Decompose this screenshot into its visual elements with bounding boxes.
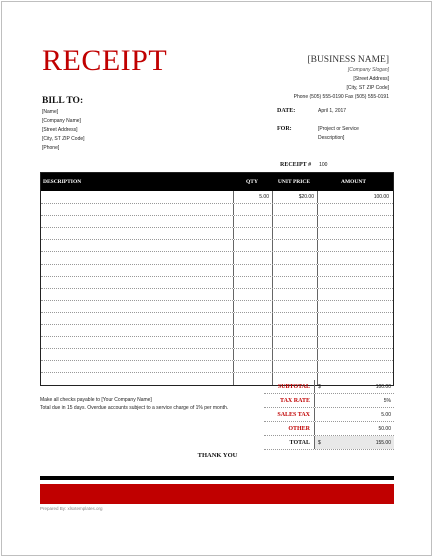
header-unit-price: UNIT PRICE <box>277 179 311 185</box>
other-value[interactable]: 50.00 <box>378 425 391 432</box>
row-description-cell[interactable] <box>41 228 234 239</box>
row-description-cell[interactable] <box>41 337 234 348</box>
table-row <box>41 251 393 263</box>
row-amount-cell[interactable] <box>318 277 393 288</box>
bill-to-name: [Name] <box>42 109 59 115</box>
row-amount-cell[interactable]: 100.00 <box>373 194 389 201</box>
footer-black-bar <box>40 476 394 480</box>
table-row <box>41 215 393 227</box>
tax-rate-value[interactable]: 5% <box>383 397 391 404</box>
business-name: [BUSINESS NAME] <box>307 55 389 65</box>
for-value <box>318 125 359 143</box>
total-currency: $ <box>318 439 321 446</box>
table-row <box>41 191 393 203</box>
table-row <box>41 239 393 251</box>
row-unit-price-cell[interactable] <box>273 313 318 324</box>
total-value[interactable]: 155.00 <box>375 439 391 446</box>
row-amount-cell[interactable] <box>318 361 393 372</box>
row-qty-cell[interactable] <box>234 240 273 251</box>
table-body <box>41 191 393 385</box>
subtotal-currency: $ <box>318 383 321 390</box>
table-row <box>41 324 393 336</box>
header-amount: AMOUNT <box>340 179 367 185</box>
row-unit-price-cell[interactable] <box>273 204 318 215</box>
row-description-cell[interactable] <box>41 361 234 372</box>
sales-tax-label: SALES TAX <box>277 411 310 418</box>
row-description-cell[interactable] <box>41 240 234 251</box>
row-amount-cell[interactable] <box>318 216 393 227</box>
payment-notes <box>40 396 240 412</box>
row-qty-cell[interactable] <box>234 337 273 348</box>
table-row <box>41 300 393 312</box>
row-unit-price-cell[interactable] <box>273 216 318 227</box>
footer-red-bar <box>40 484 394 504</box>
date-value: April 1, 2017 <box>318 108 347 114</box>
receipt-number-value: 100 <box>319 162 328 168</box>
row-qty-cell[interactable] <box>234 349 273 360</box>
receipt-number <box>280 162 327 168</box>
row-unit-price-cell[interactable] <box>273 265 318 276</box>
row-description-cell[interactable] <box>41 325 234 336</box>
table-header <box>41 173 393 191</box>
row-description-cell[interactable] <box>41 204 234 215</box>
header-description: DESCRIPTION <box>43 179 82 185</box>
prepared-by-credit: Prepared By: xlsxtemplates.org <box>40 506 103 511</box>
row-description-cell[interactable] <box>41 349 234 360</box>
row-description-cell[interactable] <box>41 277 234 288</box>
receipt-number-label: RECEIPT # <box>280 162 312 168</box>
other-label: OTHER <box>288 425 310 432</box>
bill-to-heading: BILL TO: <box>42 96 84 106</box>
total-box <box>314 436 394 449</box>
row-unit-price-cell[interactable] <box>273 337 318 348</box>
row-description-cell[interactable] <box>41 216 234 227</box>
row-qty-cell[interactable] <box>234 277 273 288</box>
row-qty-cell[interactable] <box>234 204 273 215</box>
row-amount-cell[interactable] <box>318 204 393 215</box>
thank-you-text: THANK YOU <box>197 452 238 459</box>
for-value-line-1: [Project or Service <box>318 126 359 132</box>
subtotal-label: SUBTOTAL <box>277 383 310 390</box>
row-amount-cell[interactable] <box>318 289 393 300</box>
row-amount-cell[interactable] <box>318 228 393 239</box>
row-description-cell[interactable] <box>41 191 234 203</box>
table-row <box>41 312 393 324</box>
row-unit-price-cell[interactable] <box>273 240 318 251</box>
table-row <box>41 360 393 372</box>
row-qty-cell[interactable] <box>234 301 273 312</box>
row-description-cell[interactable] <box>41 289 234 300</box>
table-row <box>41 276 393 288</box>
row-amount-cell[interactable] <box>318 265 393 276</box>
table-row <box>41 336 393 348</box>
row-amount-cell[interactable] <box>318 313 393 324</box>
business-street: [Street Address] <box>353 76 389 82</box>
row-description-cell[interactable] <box>41 252 234 263</box>
bill-to-street: [Street Address] <box>42 127 78 133</box>
for-value-line-2: Description] <box>318 135 345 141</box>
total-row <box>264 436 394 450</box>
row-qty-cell[interactable] <box>234 228 273 239</box>
row-amount-cell[interactable] <box>318 349 393 360</box>
for-label: FOR: <box>277 126 292 132</box>
total-label: TOTAL <box>289 439 310 446</box>
other-row <box>264 422 394 436</box>
row-qty-cell[interactable] <box>234 289 273 300</box>
row-description-cell[interactable] <box>41 373 234 384</box>
receipt-page <box>1 1 432 556</box>
bill-to-company: [Company Name] <box>42 118 81 124</box>
row-unit-price-cell[interactable] <box>273 277 318 288</box>
totals-block <box>264 380 394 450</box>
row-qty-cell[interactable] <box>234 361 273 372</box>
row-unit-price-cell[interactable] <box>273 325 318 336</box>
tax-rate-box <box>314 394 394 407</box>
row-qty-cell[interactable] <box>234 313 273 324</box>
header-qty: QTY <box>246 179 258 185</box>
row-unit-price-cell[interactable] <box>273 252 318 263</box>
table-row <box>41 348 393 360</box>
subtotal-row <box>264 380 394 394</box>
row-unit-price-cell[interactable] <box>273 361 318 372</box>
tax-rate-label: TAX RATE <box>280 397 310 404</box>
row-qty-cell[interactable] <box>234 325 273 336</box>
row-description-cell[interactable] <box>41 313 234 324</box>
sales-tax-value[interactable]: 5.00 <box>381 411 391 418</box>
tax-rate-row <box>264 394 394 408</box>
table-row <box>41 203 393 215</box>
row-qty-cell[interactable]: 5.00 <box>234 191 273 203</box>
row-amount-cell[interactable] <box>318 325 393 336</box>
payment-note-checks: Make all checks payable to [Your Company Name] <box>40 397 152 403</box>
company-slogan: [Company Slogan] <box>347 67 389 73</box>
sales-tax-box <box>314 408 394 421</box>
sales-tax-row <box>264 408 394 422</box>
row-amount-cell[interactable] <box>318 337 393 348</box>
row-amount-cell[interactable] <box>318 301 393 312</box>
table-row <box>41 227 393 239</box>
row-qty-cell[interactable] <box>234 252 273 263</box>
row-unit-price-cell[interactable]: $20.00 <box>273 191 318 203</box>
row-description-cell[interactable] <box>41 265 234 276</box>
row-unit-price-cell[interactable] <box>273 289 318 300</box>
business-info <box>294 54 389 102</box>
row-unit-price-cell[interactable] <box>273 301 318 312</box>
row-description-cell[interactable] <box>41 301 234 312</box>
receipt-title: RECEIPT <box>42 44 168 77</box>
payment-note-terms: Total due in 15 days. Overdue accounts subject to a service charge of 1% per month. <box>40 405 229 411</box>
row-qty-cell[interactable] <box>234 216 273 227</box>
business-contact: Phone (505) 555-0190 Fax (505) 555-0191 <box>293 94 389 100</box>
other-box <box>314 422 394 435</box>
bill-to-block <box>42 108 85 153</box>
subtotal-box <box>314 380 394 393</box>
business-city: [City, ST ZIP Code] <box>346 85 389 91</box>
row-unit-price-cell[interactable] <box>273 228 318 239</box>
line-items-table <box>40 172 394 386</box>
date-label: DATE: <box>277 108 296 114</box>
subtotal-value[interactable]: 100.00 <box>375 383 391 390</box>
row-amount-cell[interactable] <box>318 240 393 251</box>
table-row <box>41 288 393 300</box>
bill-to-phone: [Phone] <box>42 145 60 151</box>
table-row <box>41 264 393 276</box>
row-amount-cell[interactable] <box>318 252 393 263</box>
bill-to-city: [City, ST ZIP Code] <box>42 136 85 142</box>
row-qty-cell[interactable] <box>234 265 273 276</box>
row-unit-price-cell[interactable] <box>273 349 318 360</box>
